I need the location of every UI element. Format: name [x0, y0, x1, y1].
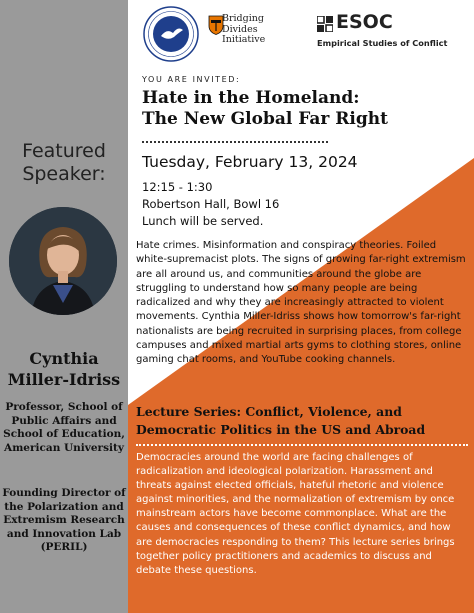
speaker-name-line: Cynthia [29, 349, 99, 368]
speaker-role-line: Founding Director of [2, 487, 126, 499]
series-title: Lecture Series: Conflict, Violence, and Democratic Politics in the US and Abroad [136, 404, 426, 437]
event-date: Tuesday, February 13, 2024 [142, 153, 358, 171]
series-description: Democracies around the world are facing challenges of radicalization and ideological polarization. Harassment and threats against elected officials, hateful rhetoric and violence against minorities, and the normalization of extremism by once mainstream actors have become commonplace. What are the causes and consequences of these conflict dynamics, and how are democracies responding to them? This lecture series brings together policy practitioners and academics to discuss and debate these questions. [136, 452, 455, 576]
event-title-line: Hate in the Homeland: [142, 88, 360, 108]
event-lunch-note: Lunch will be served. [142, 214, 264, 228]
dotted-divider-white [136, 444, 468, 446]
speaker-affiliation-line: American University [4, 441, 124, 454]
featured-line: Speaker: [22, 163, 106, 185]
dotted-divider [142, 141, 328, 143]
event-details [142, 179, 279, 230]
dove-seal-icon [143, 6, 199, 62]
bdi-line: Initiative [222, 34, 266, 45]
featured-speaker-label [0, 140, 128, 186]
speaker-name-line: Miller-Idriss [7, 370, 121, 389]
featured-line: Featured [22, 140, 106, 162]
speaker-affiliation-line: Professor, School of [5, 401, 123, 413]
speaker-photo [9, 207, 117, 315]
event-title [142, 88, 462, 130]
esoc-logo-subtitle: Empirical Studies of Conflict [317, 38, 448, 48]
bdi-logo-text [222, 14, 265, 46]
speaker-affiliation-line: Public Affairs and [11, 414, 117, 427]
speaker-portrait-icon [9, 207, 117, 315]
bdi-line: Divides [222, 23, 258, 35]
event-title-line: The New Global Far Right [142, 109, 388, 129]
speaker-role [0, 487, 128, 555]
speaker-role-line: Extremism Research [3, 514, 125, 526]
speaker-role-line: (PERIL) [40, 541, 88, 553]
event-location: Robertson Hall, Bowl 16 [142, 197, 280, 211]
event-description: Hate crimes. Misinformation and conspiracy theories. Foiled white-supremacist plots. The signs of growing far-right extremism are all around us, and communities around the globe are struggling to understand how so many people are being radicalized and why they are increasingly attracted to violent movements. Cynthia Miller-Idriss shows how tomorrow's far-right nationalists are being recruited in surprising places, from college campuses and mixed martial arts gyms to clothing stores, online gaming chat rooms, and YouTube cooking channels. [136, 240, 466, 366]
speaker-role-line: the Polarization and [4, 500, 124, 513]
esoc-logo-title: ESOC [336, 11, 393, 33]
speaker-affiliation [0, 401, 128, 455]
event-time: 12:15 - 1:30 [142, 180, 213, 194]
invited-label: YOU ARE INVITED: [142, 75, 241, 84]
speaker-name [0, 348, 128, 390]
speaker-affiliation-line: School of Education, [3, 428, 125, 440]
esoc-grid-icon [317, 16, 333, 32]
bdi-line: Bridging [222, 13, 264, 24]
speaker-role-line: and Innovation Lab [6, 527, 122, 540]
